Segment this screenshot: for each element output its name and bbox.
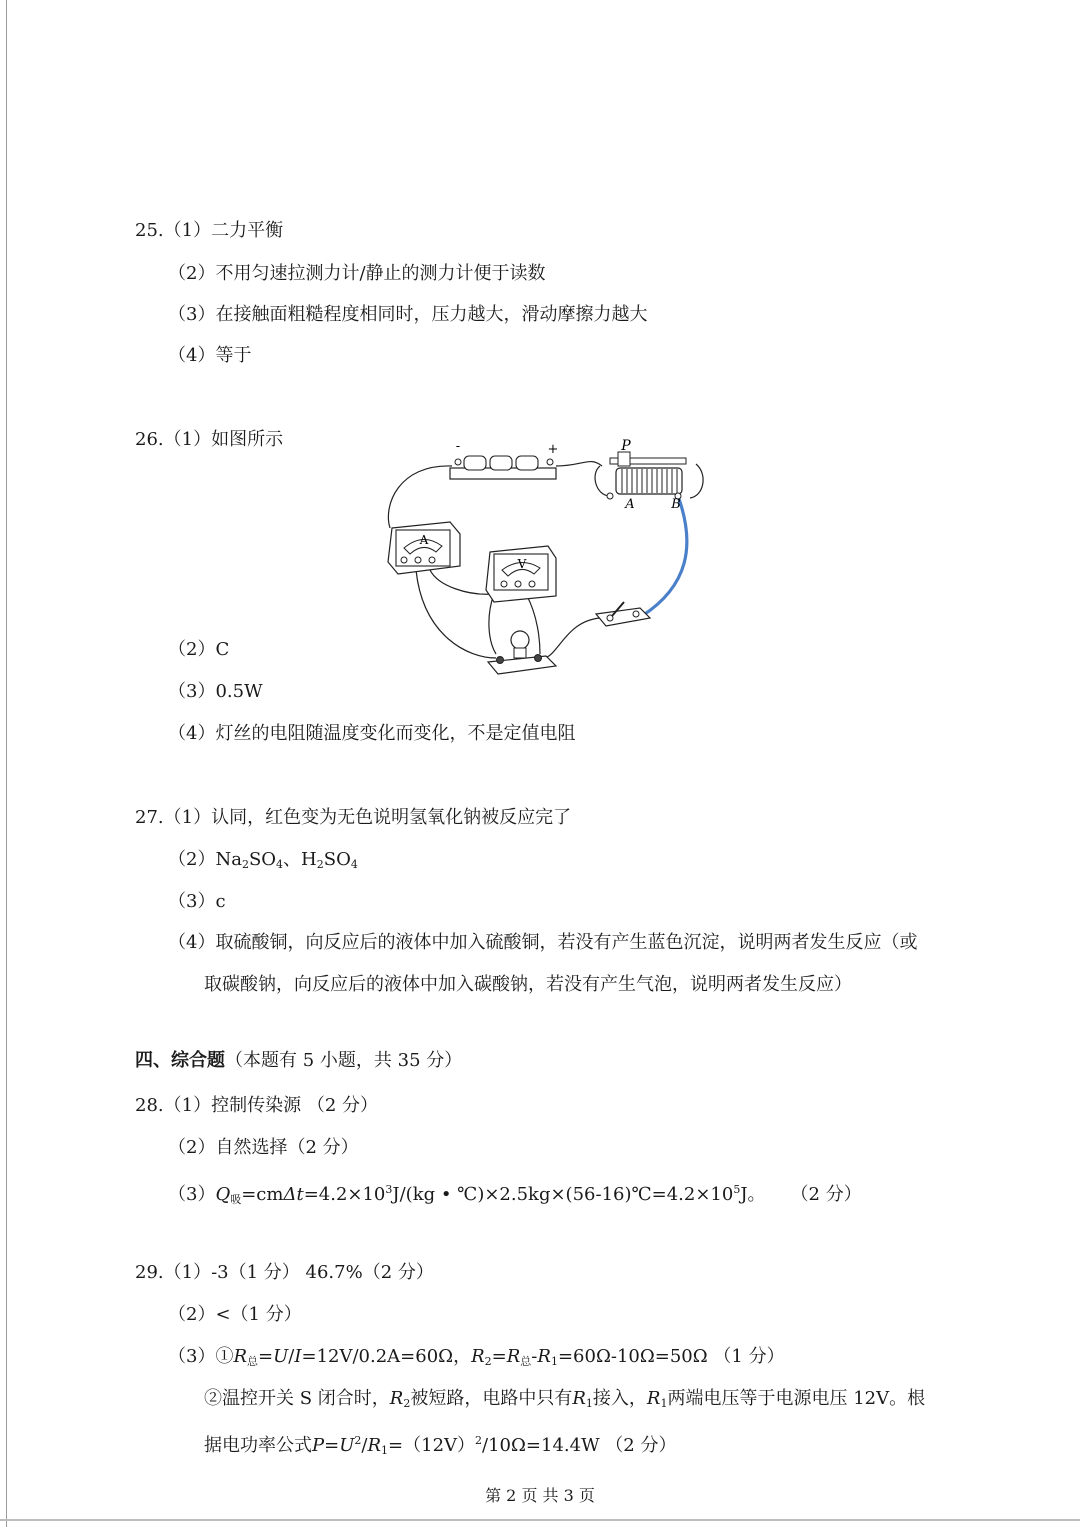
q27-answer-2: [168, 848, 358, 877]
q29-a3-prefix: （3）①: [168, 1346, 234, 1367]
wire-battery-to-rheostat: [556, 462, 602, 466]
q27-answer-4-line2: 取碳酸钠，向反应后的液体中加入碳酸钠，若没有产生气泡，说明两者发生反应）: [204, 974, 852, 995]
page-bottom-edge: [0, 1519, 1080, 1521]
q29-a4-l2-p: P: [312, 1435, 325, 1456]
ammeter-symbol: A: [419, 533, 429, 547]
wire-ammeter-to-lamp: [416, 570, 496, 658]
q28-a3-eq4: J。: [740, 1184, 766, 1205]
q29-a3-eq3: =: [491, 1346, 507, 1367]
q28-a3-q: Q: [215, 1184, 231, 1205]
q27-a2-mid3: SO: [323, 849, 351, 870]
wire-rheostat-b-to-switch: [642, 496, 687, 616]
q29-a4-l2-exp2: 2: [475, 1434, 483, 1447]
section-4-title: 四、综合题: [135, 1050, 225, 1071]
q29-a3-r2-sub: 2: [484, 1355, 492, 1368]
q29-a4-l1-r1b: R: [646, 1388, 661, 1409]
q29-a4-l2-slash: /: [361, 1435, 368, 1456]
q25-answer-2: （2）不用匀速拉测力计/静止的测力计便于读数: [168, 263, 546, 284]
battery-plus-label: +: [547, 442, 559, 457]
q28-number: 28.: [135, 1095, 164, 1116]
section-4-heading: [135, 1049, 462, 1073]
q29-number: 29.: [135, 1262, 164, 1283]
q28-answer-2: （2）自然选择（2 分）: [168, 1137, 359, 1158]
q25-answer-4: （4）等于: [168, 345, 252, 366]
q28-answer-1: （1）控制传染源 （2 分）: [163, 1095, 378, 1116]
q29-a4-l1-r-sub: 2: [403, 1397, 411, 1410]
q26-answer-3: （3）0.5W: [168, 681, 263, 702]
q28-a3-exp1: 3: [385, 1183, 393, 1196]
q29-a3-eq1: =: [258, 1346, 274, 1367]
q29-answer-3: [168, 1345, 785, 1374]
q27-a2-sub2: 4: [276, 858, 284, 871]
q29-a4-l2-r: R: [367, 1435, 382, 1456]
q29-a3-u: U: [273, 1346, 289, 1367]
q29-a4-l1-p3: 接入，: [592, 1388, 647, 1409]
voltmeter-symbol: V: [517, 557, 527, 571]
rheostat-label-b: B: [671, 497, 681, 512]
q27-line1: [135, 806, 571, 830]
q29-answer-1: （1）-3（1 分） 46.7%（2 分）: [163, 1262, 434, 1283]
q29-a4-l1-r1-sub: 1: [585, 1397, 593, 1410]
q29-a4-l1-p2: 被短路，电路中只有: [410, 1388, 573, 1409]
q27-answer-4-line1: （4）取硫酸铜，向反应后的液体中加入硫酸铜，若没有产生蓝色沉淀，说明两者发生反应（或: [168, 932, 918, 953]
q29-a4-l2-exp: 2: [354, 1434, 362, 1447]
q29-a4-l1-p1: ②温控开关 S 闭合时，: [204, 1388, 390, 1409]
q29-a4-l1-r: R: [389, 1388, 404, 1409]
q29-a3-r2: R: [471, 1346, 485, 1367]
q27-a2-sub1: 2: [241, 858, 249, 871]
battery-minus-label: -: [455, 439, 461, 454]
wire-battery-to-ammeter: [388, 466, 452, 528]
q29-a3-r3: R: [506, 1346, 521, 1367]
q29-a3-r4-sub: 1: [550, 1355, 558, 1368]
q29-a4-l1-r1: R: [572, 1388, 586, 1409]
q26-number: 26.: [135, 429, 164, 450]
q29-a3-slash: /: [288, 1346, 295, 1367]
q28-a3-eq3: J/(kg • ℃)×2.5kg×(56-16)℃=4.2×10: [392, 1184, 734, 1205]
wire-voltmeter-to-ammeter: [430, 570, 494, 594]
q29-a4-l2-eq1: =: [324, 1435, 340, 1456]
q29-a4-l2-p2: =（12V）: [388, 1435, 476, 1456]
q28-a3-prefix: （3）: [168, 1184, 216, 1205]
q29-a3-r: R: [233, 1346, 248, 1367]
q27-answer-3: （3）c: [168, 891, 226, 912]
q29-a4-l2-r-sub: 1: [381, 1444, 389, 1457]
q29-line1: [135, 1261, 434, 1285]
q28-a3-q-sub: 吸: [230, 1193, 242, 1206]
q27-number: 27.: [135, 807, 164, 828]
q25-line1: [135, 219, 283, 243]
q28-a3-eq1: =cm: [241, 1184, 284, 1205]
q29-a3-r-sub: 总: [247, 1355, 259, 1368]
q29-a3-i: I: [294, 1346, 302, 1367]
q28-line1: [135, 1094, 378, 1118]
q29-a3-r4: R: [537, 1346, 551, 1367]
q29-a4-l1-p4: 两端电压等于电源电压 12V。根: [667, 1388, 926, 1409]
q27-a2-sub3: 2: [316, 858, 324, 871]
q29-a3-eq5: =60Ω-10Ω=50Ω （1 分）: [557, 1346, 785, 1367]
q26-answer-1: （1）如图所示: [163, 429, 284, 450]
switch: [596, 602, 650, 626]
q28-a3-dt: Δt: [283, 1184, 304, 1205]
q28-a3-exp2: 5: [733, 1183, 741, 1196]
page-left-edge: [6, 0, 7, 1527]
lamp: [488, 631, 556, 674]
q27-a2-sub4: 4: [350, 858, 358, 871]
q29-a4-l2-p3: /10Ω=14.4W （2 分）: [482, 1435, 677, 1456]
page-footer: 第 2 页 共 3 页: [485, 1486, 595, 1505]
q27-a2-prefix: （2）Na: [168, 849, 242, 870]
q29-answer-2: （2）<（1 分）: [168, 1304, 302, 1325]
q26-line1: [135, 428, 283, 452]
q27-a2-mid2: 、H: [283, 849, 317, 870]
q29-a4-l2-u: U: [339, 1435, 355, 1456]
section-4-note: （本题有 5 小题，共 35 分）: [225, 1050, 463, 1071]
sliding-rheostat: [595, 438, 703, 512]
q26-answer-4: （4）灯丝的电阻随温度变化而变化，不是定值电阻: [168, 723, 576, 744]
q28-a3-eq2: =4.2×10: [303, 1184, 386, 1205]
q29-a3-r3-sub: 总: [520, 1355, 532, 1368]
q25-number: 25.: [135, 220, 164, 241]
battery-pack: [450, 439, 558, 479]
rheostat-label-a: A: [625, 497, 635, 512]
q29-answer-4-line1: [204, 1387, 925, 1416]
q28-answer-3: [168, 1178, 862, 1212]
rheostat-label-p: P: [621, 438, 631, 454]
q28-a3-score: （2 分）: [799, 1184, 862, 1205]
q29-a3-eq4: -: [531, 1346, 538, 1367]
q29-a4-l1-r1b-sub: 1: [660, 1397, 668, 1410]
q29-a3-eq2: =12V/0.2A=60Ω，: [301, 1346, 472, 1367]
q27-a2-mid1: SO: [248, 849, 277, 870]
circuit-diagram: [378, 436, 724, 682]
wire-voltmeter-to-lamp-left: [489, 594, 496, 654]
wire-lamp-to-switch: [544, 618, 600, 658]
ammeter: [388, 522, 460, 574]
q29-a4-l2-p1: 据电功率公式: [204, 1435, 312, 1456]
q27-answer-1: （1）认同，红色变为无色说明氢氧化钠被反应完了: [163, 807, 572, 828]
q25-answer-3: （3）在接触面粗糙程度相同时，压力越大，滑动摩擦力越大: [168, 304, 648, 325]
q26-answer-2: （2）C: [168, 639, 230, 660]
q29-answer-4-line2: [204, 1429, 676, 1463]
q25-answer-1: （1）二力平衡: [163, 220, 284, 241]
voltmeter: [486, 546, 556, 602]
